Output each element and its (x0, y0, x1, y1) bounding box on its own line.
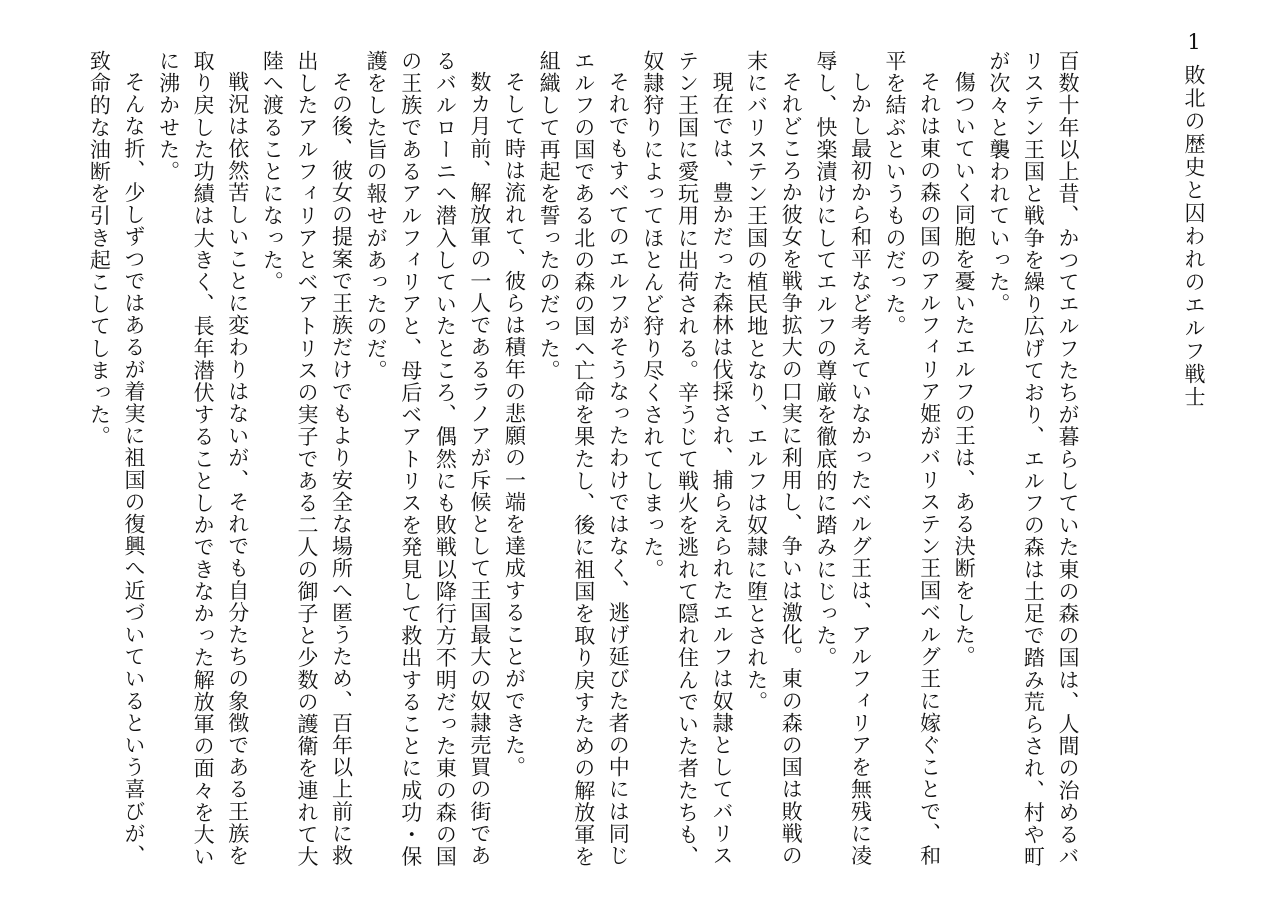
paragraph: 傷ついていく同胞を憂いたエルフの王は、ある決断をした。 (952, 71, 977, 668)
paragraph: 百数十年以上昔、かつてエルフたちが暮らしていた東の森の国は、人間の治めるバリステン王国と戦争を繰り広げており、エルフの森は土足で踏み荒らされ、村や町が次々と襲われていった。 (986, 50, 1080, 868)
paragraph: 戦況は依然苦しいことに変わりはないが、それでも自分たちの象徴である王族を取り戻した功績は大きく、長年潜伏することしかできなかった解放軍の面々を大いに沸かせた。 (156, 50, 250, 868)
paragraph: それは東の森の国のアルフィリア姫がバリステン王国ベルグ王に嫁ぐことで、和平を結ぶというものだった。 (883, 50, 942, 867)
paragraph: そして時は流れて、彼らは積年の悲願の一端を達成することができた。 (502, 71, 527, 779)
paragraph: それどころか彼女を戦争拡大の口実に利用し、争いは激化。東の森の国は敗戦の末にバリステン王国の植民地となり、エルフは奴隷に堕とされた。 (744, 50, 804, 867)
paragraph: それでもすべてのエルフがそうなったわけではなく、逃げ延びた者の中には同じエルフの国である北の森の国へ亡命を果たし、後に祖国を取り戻すための解放軍を組織して再起を誓ったのだった。 (537, 50, 631, 868)
paragraph: 現在では、豊かだった森林は伐採され、捕らえられたエルフは奴隷としてバリステン王国に愛玩用に出荷される。辛うじて戦火を逃れて隠れ住んでいた者たちも、奴隷狩りによってほとんど狩り尽くされてしまった。 (640, 50, 735, 868)
chapter-body-text (82, 50, 1085, 880)
paragraph: そんな折、少しずつではあるが着実に祖国の復興へ近づいているという喜びが、致命的な油断を引き起こしてしまった。 (87, 50, 146, 867)
chapter-number: 1 (1187, 30, 1201, 54)
paragraph: その後、彼女の提案で王族だけでもより安全な場所へ匿うため、百年以上前に救出したアルフィリアとベアトリスの実子である二人の御子と少数の護衛を連れて大陸へ渡ることになった。 (260, 50, 354, 868)
chapter-title: 敗北の歴史と囚われのエルフ戦士 (1182, 64, 1206, 409)
paragraph: しかし最初から和平など考えていなかったベルグ王は、アルフィリアを無残に凌辱し、快楽漬けにしてエルフの尊厳を徹底的に踏みにじった。 (813, 50, 873, 867)
paragraph: 数カ月前、解放軍の一人であるラノアが斥候として王国最大の奴隷売買の街であるバルローニへ潜入していたところ、偶然にも敗戦以降行方不明だった東の森の国の王族であるアルフィリアと、母后ベアトリスを発見して救出することに成功・保護をした旨の報せがあったのだ。 (364, 50, 492, 868)
